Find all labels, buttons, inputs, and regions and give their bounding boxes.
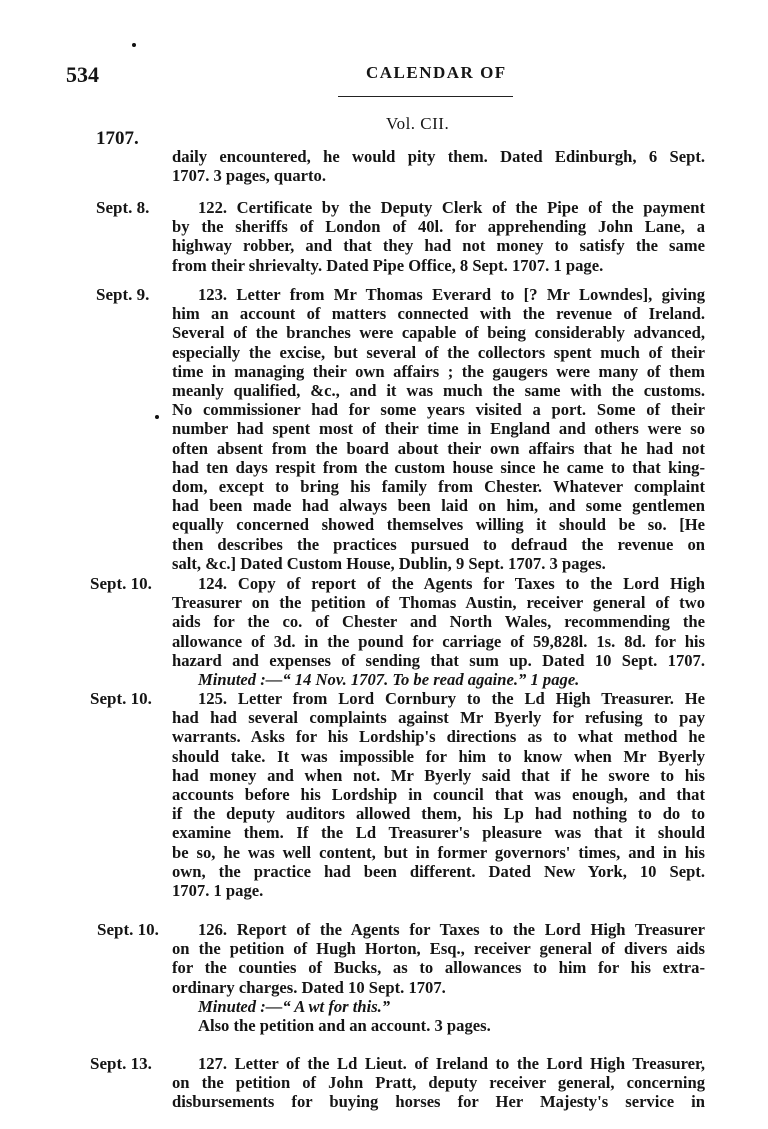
entry-line: for the counties of Bucks, as to allowances to him for his extra- [172,958,705,978]
entry-line: allowance of 3d. in the pound for carriage of 59,828l. 1s. 8d. for his [172,631,705,651]
entry-date: Sept. 9. [96,285,150,304]
entry-line: then describes the practices pursued to defraud the revenue on [172,534,705,554]
entry-line: had ten days respit from the custom house since he came to that king- [172,457,705,477]
entry-line: warrants. Asks for his Lordship's directions as to what method he [172,727,705,747]
entry-line: daily encountered, he would pity them. Dated Edinburgh, 6 Sept. [172,147,705,166]
entry-line: meanly qualified, &c., and it was much the same with the customs. [172,381,705,401]
entry-line: time in managing their own affairs ; the gaugers were many of them [172,361,705,381]
entry-line: disbursements for buying horses for Her Majesty's service in [172,1092,705,1112]
entry-line: own, the practice had been different. Dated New York, 10 Sept. [172,861,705,881]
entry-line: 1707. 3 pages, quarto. [172,166,326,186]
entry-text [172,689,705,900]
volume-heading: Vol. CII. [386,114,450,133]
entry-line: highway robber, and that they had not money to satisfy the same [172,236,705,256]
entry-line: him an account of matters connected with the revenue of Ireland. [172,304,705,324]
entry-date: Sept. 10. [97,920,159,939]
entry-line: number had spent most of their time in England and others were so [172,419,705,439]
entry-line: from their shrievalty. Dated Pipe Office, 8 Sept. 1707. 1 page. [172,255,604,275]
page-number: 534 [66,62,99,87]
entry-text [172,574,705,689]
ink-dot [132,43,136,47]
entry-line: 125. Letter from Lord Cornbury to the Ld High Treasurer. He [198,689,705,708]
entry-line: equally concerned showed themselves willing it should be so. [He [172,515,705,535]
entry-line: 124. Copy of report of the Agents for Taxes to the Lord High [198,574,705,593]
entry-text [172,920,705,1035]
entry-line: by the sheriffs of London of 40l. for apprehending John Lane, a [172,217,705,237]
entry-text [172,198,705,275]
entry-date: Sept. 8. [96,198,150,217]
entry-text [172,147,705,185]
entry-line: had been made had always been laid on him, and some gentlemen [172,496,705,516]
entry-line: accounts before his Lordship in council that was enough, and that [172,785,705,805]
entry-line: often absent from the board about their own affairs that he had not [172,438,705,458]
entry-line: examine them. If the Ld Treasurer's pleasure was that it should [172,823,705,843]
entry-line: Treasurer on the petition of Thomas Austin, receiver general of two [172,593,705,613]
entry-line: aids for the co. of Chester and North Wales, recommending the [172,612,705,632]
entry-line: dom, except to bring his family from Chester. Whatever complaint [172,477,705,497]
year-margin-note: 1707. [96,128,139,149]
entry-line: had money and when not. Mr Byerly said that if he swore to his [172,765,705,785]
entry-line: Several of the branches were capable of being considerably advanced, [172,323,705,343]
entry-line: 123. Letter from Mr Thomas Everard to [? Mr Lowndes], giving [198,285,705,304]
entry-line: hazard and expenses of sending that sum up. Dated 10 Sept. 1707. [172,650,705,670]
entry-line: especially the excise, but several of the collectors spent much of their [172,342,705,362]
entry-line: 122. Certificate by the Deputy Clerk of the Pipe of the payment [198,198,705,217]
entry-line: on the petition of Hugh Horton, Esq., receiver general of divers aids [172,939,705,959]
entry-date: Sept. 10. [90,689,152,708]
entry-line: No commissioner had for some years visited a port. Some of their [172,400,705,420]
entry-date: Sept. 13. [90,1054,152,1073]
entry-minute-line: Minuted :—“ A wt for this.” [198,996,391,1016]
entry-line: ordinary charges. Dated 10 Sept. 1707. [172,977,446,997]
entry-line: 127. Letter of the Ld Lieut. of Ireland to the Lord High Treasurer, [198,1054,705,1073]
entry-date: Sept. 10. [90,574,152,593]
entry-line: salt, &c.] Dated Custom House, Dublin, 9 Sept. 1707. 3 pages. [172,553,606,573]
ink-dot [155,415,159,419]
entry-line: had had several complaints against Mr Byerly for refusing to pay [172,708,705,728]
entry-text [172,285,705,573]
entry-text [172,1054,705,1112]
entry-line: if the deputy auditors allowed them, his Lp had nothing to do to [172,804,705,824]
entry-line: 1707. 1 page. [172,881,264,901]
entry-line: be so, he was well content, but in former governors' times, and in his [172,842,705,862]
entry-line: on the petition of John Pratt, deputy receiver general, concerning [172,1073,705,1093]
header-rule [338,96,513,97]
entry-line: Also the petition and an account. 3 pages. [198,1016,491,1036]
running-head: CALENDAR OF [366,63,507,82]
entry-minute-line: Minuted :—“ 14 Nov. 1707. To be read againe.” 1 page. [198,670,580,690]
entry-line: 126. Report of the Agents for Taxes to the Lord High Treasurer [198,920,705,939]
entry-line: should take. It was impossible for him to know when Mr Byerly [172,746,705,766]
